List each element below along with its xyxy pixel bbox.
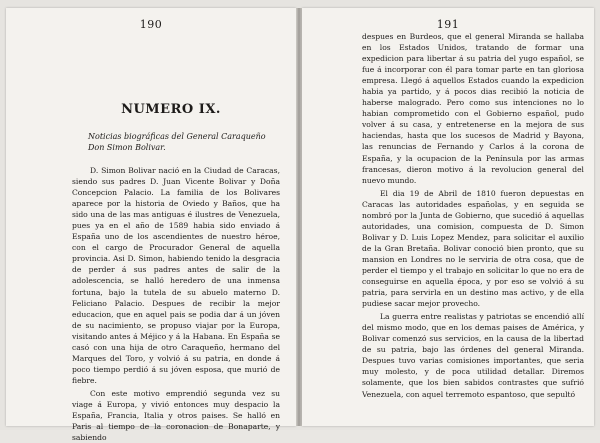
section-heading: NUMERO IX. <box>121 102 221 117</box>
left-page <box>6 8 296 443</box>
page-number-left: 190 <box>139 18 163 31</box>
paragraph: D. Simon Bolivar nació en la Ciudad de Caracas, siendo sus padres D. Juan Vicente Bolivar y Doña Concepcion Palacio. La familia de los Bolivares aparece por la historia de Oviedo y Baños, que ha sido una de las mas antiguas é ilustres de Venezuela, pues ya en el año de 1589 habia sido enviado á España uno de los ascendientes de nuestro héroe, con el cargo de Procurador General de aquella provincia. Asi D. Simon, habiendo tenido la desgracia de perder á sus padres antes de salir de la adolescencia, se halló heredero de una inmensa fortuna, bajo la tutela de su abuelo materno D. Feliciano Palacio. Despues de recibir la mejor educacion, que en aquel pais se podia dar á un jóven de su nacimiento, se propuso viajar por la Europa, visitando antes á Méjico y á la Habana. En España se casó con una hija de otro Caraqueño, hermano del Marques del Toro, y volvió á su patria, en donde á poco tiempo perdió á su jóven esposa, que murió de fiebre. <box>72 166 280 385</box>
paragraph: La guerra entre realistas y patriotas se encendió allí del mismo modo, que en los demas paises de América, y Bolivar comenzó sus servicios, en la causa de la libertad de su patria, bajo las órdenes del general Miranda. Despues tuvo varias comisiones importantes, que seria muy molesto, y de poca utilidad detallar. Diremos solamente, que los bien sabidos contrastes que sufrió Venezuela, con aquel terremoto espantoso, que sepultó <box>362 312 584 399</box>
left-page-text <box>72 165 280 443</box>
page-number-right: 191 <box>436 18 460 31</box>
paragraph: Con este motivo emprendió segunda vez su viage á Europa, y vivió entonces muy despacio la España, Francia, Italia y otros paises. Se halló en Paris al tiempo de la coronacion de Bonaparte, y sabiendo <box>72 388 280 443</box>
paragraph: El dia 19 de Abril de 1810 fueron depuestas en Caracas las autoridades españolas, y en seguida se nombró por la Junta de Gobierno, que sucedió á aquellas autoridades, una comision, compuesta de D. Simon Bolivar y D. Luis Lopez Mendez, para solicitar el auxilio de la Gran Bretaña. Bolivar conoció bien pronto, que su mansion en Londres no le serviria de otra cosa, que de perder el tiempo y el trabajo en solicitar lo que no era de conseguirse en aquella época, y por eso se volvió á su patria, para servirla en un destino mas activo, y de ella pudiese sacar mejor provecho. <box>362 188 584 309</box>
right-page-text <box>362 31 584 400</box>
section-subtitle: Noticias biográficas del General Caraqueño Don Simon Bolivar. <box>88 132 266 152</box>
paragraph: despues en Burdeos, que el general Miranda se hallaba en los Estados Unidos, tratando de formar una expedicion para libertar á su patria del yugo español, se fue á incorporar con él para tomar parte en tan gloriosa empresa. Llegó á aquellos Estados cuando la expedicion habia ya partido, y á pocos dias recibió la noticia de haberse malogrado. Pero como sus intenciones no lo habian comprometido con el Gobierno español, pudo volver á su casa, y entretenerse en la mejora de sus haciendas, hasta que los sucesos de Madrid y Bayona, las renuncias de Fernando y Carlos á la corona de España, y la ocupacion de la Península por las armas francesas, dieron motivo á la revolucion general del nuevo mundo. <box>362 32 584 185</box>
right-page <box>302 8 594 426</box>
